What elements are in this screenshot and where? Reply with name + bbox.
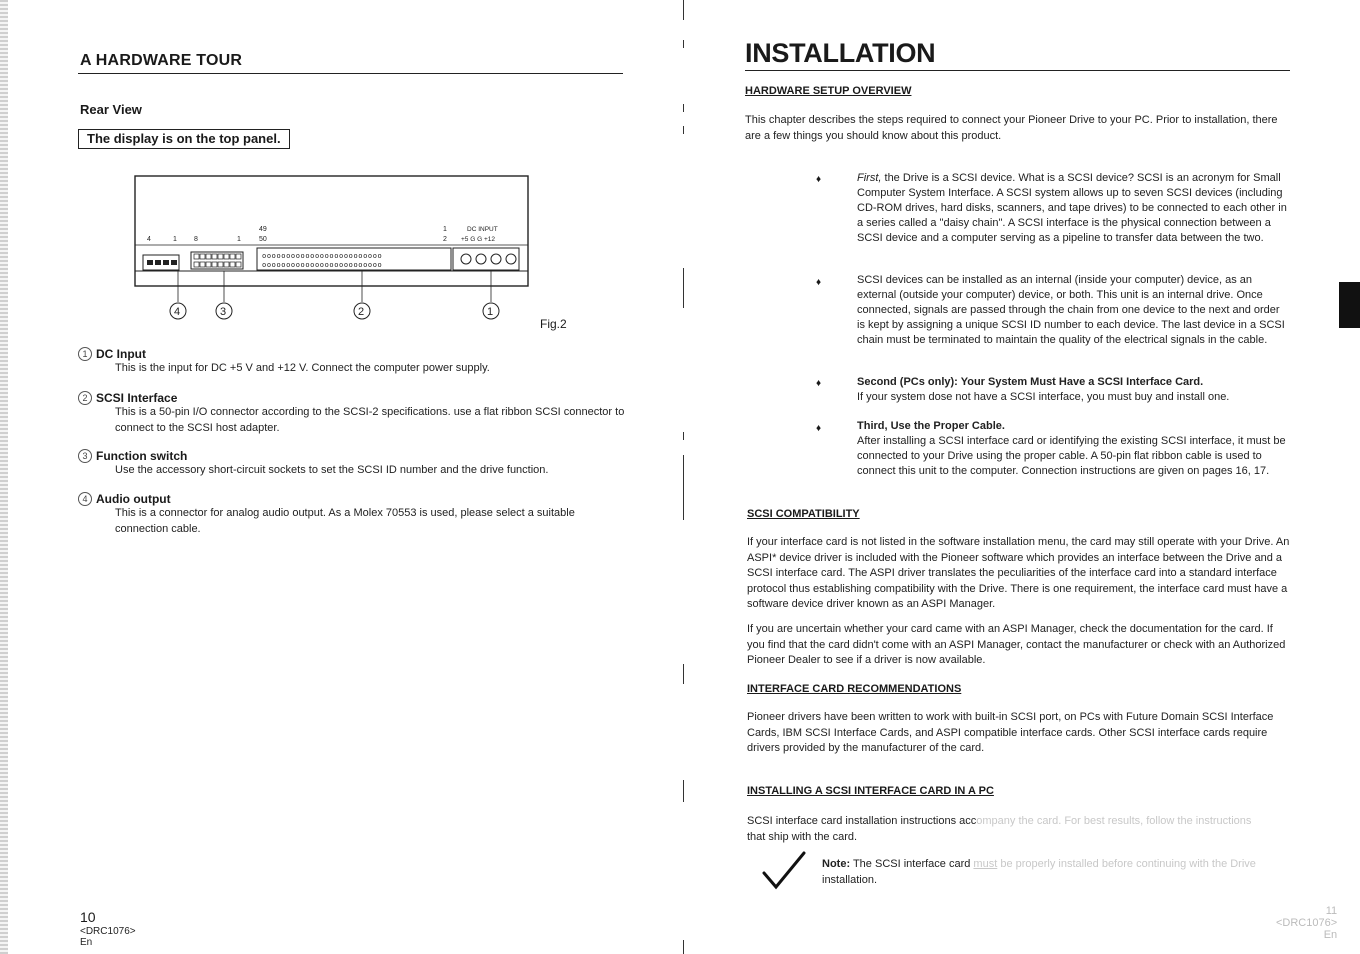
dc-input-label: DC INPUT xyxy=(467,226,498,233)
bullet-lead: Second (PCs only): Your System Must Have a SCSI Interface Card. xyxy=(857,376,1204,388)
legend-title: DC Input xyxy=(96,347,146,361)
callout-number: 1 xyxy=(487,306,494,318)
rear-panel-figure xyxy=(125,172,545,324)
section-heading: HARDWARE SETUP OVERVIEW xyxy=(745,85,912,97)
page-number: 10 xyxy=(80,909,96,925)
faded-text: must xyxy=(973,858,998,870)
callout-box: The display is on the top panel. xyxy=(78,129,290,149)
legend-title: Function switch xyxy=(96,449,188,463)
page-divider xyxy=(683,455,684,520)
faded-text: ompany the card. For best results, follow the instructions xyxy=(976,815,1252,827)
bullet-lead: First, xyxy=(857,172,882,184)
callout-number: 4 xyxy=(174,306,181,318)
figure-caption: Fig.2 xyxy=(540,317,567,331)
page-heading: INSTALLATION xyxy=(745,38,936,68)
scsi-connector xyxy=(257,248,451,270)
bullet-icon: ♦ xyxy=(816,174,822,185)
bullet-item xyxy=(857,375,1290,405)
page-binding-edge xyxy=(0,0,8,954)
paragraph-text: that ship with the card. xyxy=(747,830,858,843)
page-divider xyxy=(683,940,684,954)
paragraph: If you are uncertain whether your card came with an ASPI Manager, check the documentation for the card. If you find that the card didn't come with an ASPI Manager, contact the manufacturer or check with an Authorized Pioneer Dealer to see if a driver is now available. xyxy=(747,623,1286,666)
pin-label: 4 xyxy=(147,236,151,243)
bullet-icon: ♦ xyxy=(816,277,822,288)
note-text: installation. xyxy=(822,873,878,886)
subheading: Rear View xyxy=(80,102,142,117)
pin-label: 1 xyxy=(173,236,177,243)
page-divider xyxy=(683,780,684,802)
page-divider xyxy=(683,0,684,20)
section-heading: INSTALLING A SCSI INTERFACE CARD IN A PC xyxy=(747,785,994,797)
paragraph-text: SCSI interface card installation instructions acc xyxy=(747,815,977,827)
bullet-body: If your system dose not have a SCSI interface, you must buy and install one. xyxy=(857,391,1230,403)
paragraph xyxy=(747,814,1292,845)
page-divider xyxy=(683,664,684,684)
page-divider xyxy=(683,126,684,134)
pin-label: 1 xyxy=(237,236,241,243)
doc-code xyxy=(80,926,136,948)
svg-text:ooooooooooooooooooooooooo: ooooooooooooooooooooooooo xyxy=(262,252,383,260)
paragraph: Pioneer drivers have been written to work with built-in SCSI port, on PCs with Future Domain SCSI Interface Cards, IBM SCSI Interface Cards, and ASPI compatible interface cards. Other SCSI interface cards require drivers provided by the manufacturer of the card. xyxy=(747,711,1274,754)
bullet-lead: Third, Use the Proper Cable. xyxy=(857,420,1005,432)
paragraph: If your interface card is not listed in the software installation menu, the card may still operate with your Drive. An ASPI* device driver is included with the Pioneer software which provides an interface between the Drive and a SCSI interface card. The ASPI driver translates the peculiarities of the interface card into a standard interface protocol thus establishing compatibility with the Drive. There is one requirement, the interface card must have a software device driver known as an ASPI Manager. xyxy=(747,536,1290,610)
doc-code-text: <DRC1076> xyxy=(80,926,136,937)
legend-number: 3 xyxy=(78,449,92,463)
page-divider xyxy=(683,432,684,440)
bullet-icon: ♦ xyxy=(816,378,822,389)
checkmark-icon xyxy=(762,851,806,891)
section-heading: INTERFACE CARD RECOMMENDATIONS xyxy=(747,683,962,695)
paragraph: This chapter describes the steps required to connect your Pioneer Drive to your PC. Prior to installation, there are a few things you should know about this product. xyxy=(745,114,1278,142)
page-divider xyxy=(683,268,684,308)
bullet-item: SCSI devices can be installed as an internal (inside your computer) device, as an external (outside your computer) device, or both. This unit is an internal drive. Once connected, signals are passed through the chain from one device to the next and order is kept by assigning a unique SCSI ID number to each device. The last device in a SCSI chain must be terminated to maintain the quality of the electrical signals in the cable. xyxy=(857,274,1285,346)
page-divider xyxy=(683,104,684,112)
bullet-body: After installing a SCSI interface card or identifying the existing SCSI interface, it must be connected to your Drive using the proper cable. A 50-pin flat ribbon cable is used to connect this unit to the computer. Connection instructions are given on pages 16, 17. xyxy=(857,435,1286,477)
audio-output-connector xyxy=(143,255,179,270)
pin-label: 2 xyxy=(443,236,447,243)
page-divider xyxy=(683,40,684,48)
faded-text: be properly installed before continuing with the Drive xyxy=(997,858,1256,870)
svg-text:ooooooooooooooooooooooooo: ooooooooooooooooooooooooo xyxy=(262,261,383,269)
bullet-item xyxy=(857,419,1290,479)
section-heading: SCSI COMPATIBILITY xyxy=(747,508,860,520)
bullet-body: the Drive is a SCSI device. What is a SCSI device? SCSI is an acronym for Small Computer System Interface. A SCSI system allows up to seven SCSI devices (including CD-ROM drives, hard disks, scanners, and tape drives) to be connected to each other in a series called a "daisy chain". A SCSI interface is the physical connection between a SCSI device and a computer serving as a pipeline to transfer data between the two. xyxy=(857,172,1287,244)
chapter-thumb-tab xyxy=(1339,282,1360,328)
note xyxy=(822,857,1292,888)
function-switch-block xyxy=(191,252,243,269)
heading-rule xyxy=(745,70,1290,71)
callout-number: 2 xyxy=(358,306,365,318)
page-number: 11 xyxy=(1325,905,1338,917)
callout-number: 3 xyxy=(220,306,227,318)
bullet-icon: ♦ xyxy=(816,423,822,434)
note-text: The SCSI interface card xyxy=(850,858,974,870)
doc-code-text: <DRC1076> xyxy=(1276,917,1338,929)
pin-label: 1 xyxy=(443,226,447,233)
legend-number: 2 xyxy=(78,391,92,405)
legend-description: This is a 50-pin I/O connector according to the SCSI-2 specifications. use a flat ribbon SCSI connector to connect to the SCSI host adapter. xyxy=(115,406,625,434)
language-code: En xyxy=(1323,929,1338,941)
legend-number: 1 xyxy=(78,347,92,361)
pin-label: 49 xyxy=(259,226,267,233)
note-label: Note: xyxy=(822,858,851,870)
legend-description: This is a connector for analog audio output. As a Molex 70553 is used, please select a suitable connection cable. xyxy=(115,507,575,535)
legend-title: SCSI Interface xyxy=(96,391,178,405)
bullet-item xyxy=(857,171,1290,246)
pin-label: 50 xyxy=(259,236,267,243)
pin-label: 8 xyxy=(194,236,198,243)
legend-description: Use the accessory short-circuit sockets to set the SCSI ID number and the drive function. xyxy=(115,464,549,476)
page-heading: A HARDWARE TOUR xyxy=(80,52,243,69)
language-code: En xyxy=(80,937,93,948)
legend-title: Audio output xyxy=(96,492,171,506)
heading-rule xyxy=(78,73,623,74)
dc-input-connector xyxy=(453,248,519,270)
legend-description: This is the input for DC +5 V and +12 V. Connect the computer power supply. xyxy=(115,362,490,374)
legend-number: 4 xyxy=(78,492,92,506)
page-footer xyxy=(1276,905,1337,941)
dc-input-pins: +5 G G +12 xyxy=(461,236,495,243)
